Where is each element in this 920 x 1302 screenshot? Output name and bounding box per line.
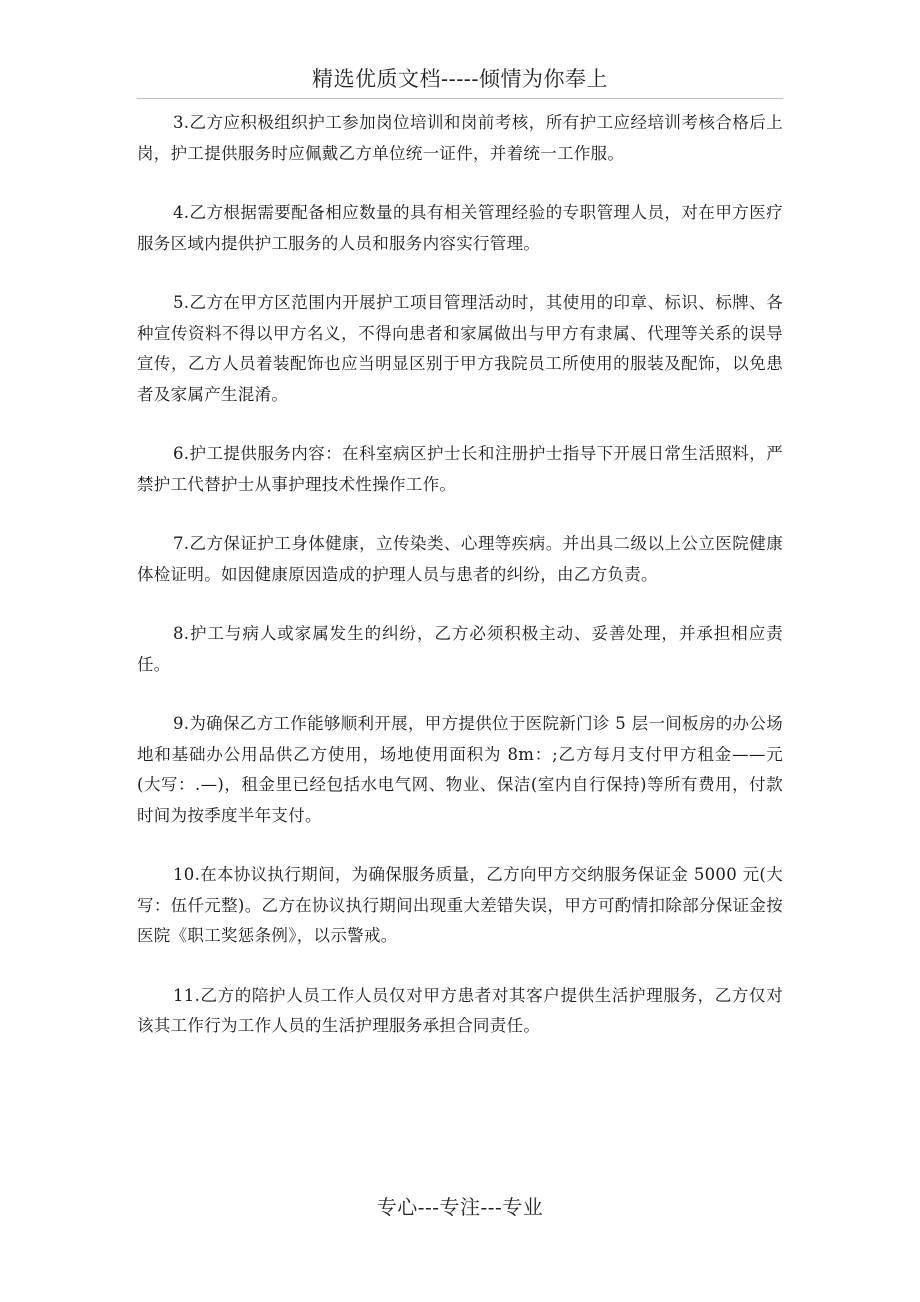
clause-paragraph-4: 4.乙方根据需要配备相应数量的具有相关管理经验的专职管理人员，对在甲方医疗服务区域内提供护工服务的人员和服务内容实行管理。	[137, 203, 783, 253]
clause-paragraph-5: 5.乙方在甲方区范围内开展护工项目管理活动时，其使用的印章、标识、标牌、各种宣传资料不得以甲方名义，不得向患者和家属做出与甲方有隶属、代理等关系的误导宣传，乙方人员着装配饰也应当明显区别于甲方我院员工所使用的服装及配饰，以免患者及家属产生混淆。	[137, 293, 783, 404]
clause-paragraph-6: 6.护工提供服务内容：在科室病区护士长和注册护士指导下开展日常生活照料，严禁护工代替护士从事护理技术性操作工作。	[137, 444, 783, 494]
page-header	[137, 64, 783, 99]
clause-paragraph-3: 3.乙方应积极组织护工参加岗位培训和岗前考核，所有护工应经培训考核合格后上岗，护工提供服务时应佩戴乙方单位统一证件，并着统一工作服。	[137, 113, 783, 163]
header-title: 精选优质文档-----倾情为你奉上	[312, 67, 608, 91]
clause-paragraph-11: 11.乙方的陪护人员工作人员仅对甲方患者对其客户提供生活护理服务，乙方仅对该其工作行为工作人员的生活护理服务承担合同责任。	[137, 985, 783, 1035]
page-footer	[0, 1192, 920, 1222]
clause-paragraph-8: 8.护工与病人或家属发生的纠纷，乙方必须积极主动、妥善处理，并承担相应责任。	[137, 624, 783, 674]
clause-paragraph-7: 7.乙方保证护工身体健康，立传染类、心理等疾病。并出具二级以上公立医院健康体检证明。如因健康原因造成的护理人员与患者的纠纷，由乙方负责。	[137, 534, 783, 584]
clause-paragraph-9: 9.为确保乙方工作能够顺利开展，甲方提供位于医院新门诊 5 层一间板房的办公场地和基础办公用品供乙方使用，场地使用面积为 8m：;乙方每月支付甲方租金——元(大写：.—)，租金里已经包括水电气网、物业、保洁(室内自行保持)等所有费用，付款时间为按季度半年支付。	[137, 714, 783, 825]
document-body	[137, 108, 783, 1071]
footer-text: 专心---专注---专业	[376, 1195, 544, 1219]
clause-paragraph-10: 10.在本协议执行期间，为确保服务质量，乙方向甲方交纳服务保证金 5000 元(大写：伍仟元整)。乙方在协议执行期间出现重大差错失误，甲方可酌情扣除部分保证金按医院《职工奖惩条例》，以示警戒。	[137, 865, 783, 945]
